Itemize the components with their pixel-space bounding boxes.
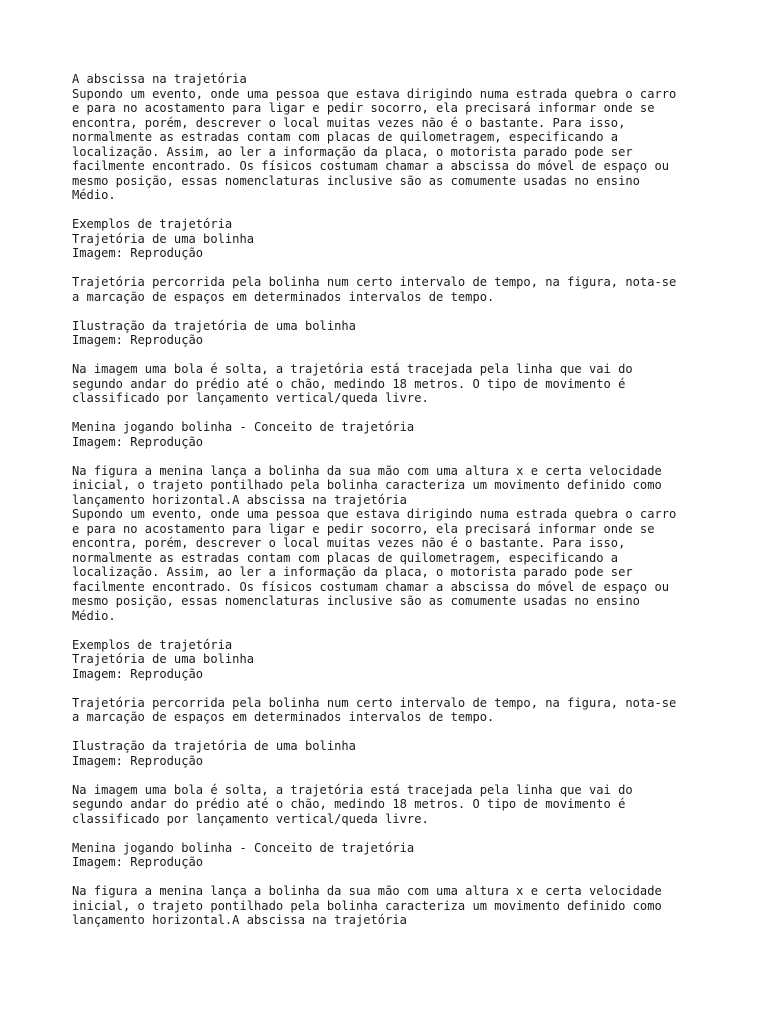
text-line: Imagem: Reprodução [72, 855, 204, 869]
text-line: Ilustração da trajetória de uma bolinha [72, 739, 356, 753]
text-line: lançamento horizontal.A abscissa na trajetória [72, 492, 407, 507]
text-line: Imagem: Reprodução [72, 333, 204, 347]
text-line: Médio. [72, 608, 116, 623]
paragraph [72, 783, 712, 827]
text-line: encontra, porém, descrever o local muitas vezes não é o bastante. Para isso, [72, 536, 626, 550]
text-line: a marcação de espaços em determinados intervalos de tempo. [72, 289, 495, 304]
text-line: Imagem: Reprodução [72, 666, 204, 681]
text-line: Supondo um evento, onde uma pessoa que estava dirigindo numa estrada quebra o carro [72, 507, 677, 521]
text-line: Médio. [72, 188, 116, 202]
paragraph [72, 72, 712, 203]
text-line: Exemplos de trajetória [72, 637, 233, 652]
text-line: normalmente as estradas contam com placas de quilometragem, especificando a [72, 130, 619, 144]
document-page [72, 72, 712, 942]
text-line: Supondo um evento, onde uma pessoa que estava dirigindo numa estrada quebra o carro [72, 86, 677, 101]
text-line: Imagem: Reprodução [72, 434, 204, 449]
text-line: encontra, porém, descrever o local muitas vezes não é o bastante. Para isso, [72, 115, 626, 130]
text-line: Menina jogando bolinha - Conceito de trajetória [72, 840, 415, 855]
text-line: normalmente as estradas contam com placas de quilometragem, especificando a [72, 550, 619, 565]
text-line: Exemplos de trajetória [72, 217, 233, 231]
text-line: Trajetória percorrida pela bolinha num certo intervalo de tempo, na figura, nota-se [72, 695, 677, 710]
text-line: Menina jogando bolinha - Conceito de trajetória [72, 420, 415, 434]
paragraph [72, 464, 712, 624]
text-line: localização. Assim, ao ler a informação da placa, o motorista parado pode ser [72, 144, 633, 159]
text-line: Ilustração da trajetória de uma bolinha [72, 318, 356, 333]
text-line: Imagem: Reprodução [72, 246, 204, 260]
text-line: lançamento horizontal.A abscissa na trajetória [72, 913, 407, 927]
paragraph [72, 420, 712, 449]
paragraph [72, 217, 712, 261]
paragraph [72, 841, 712, 870]
text-line: A abscissa na trajetória [72, 72, 247, 86]
paragraph [72, 696, 712, 725]
text-line: a marcação de espaços em determinados intervalos de tempo. [72, 710, 495, 724]
text-line: Imagem: Reprodução [72, 753, 204, 768]
text-line: mesmo posição, essas nomenclaturas inclusive são as comumente usadas no ensino [72, 173, 640, 188]
text-line: Na figura a menina lança a bolinha da sua mão com uma altura x e certa velocidade [72, 884, 662, 898]
paragraph [72, 739, 712, 768]
paragraph [72, 319, 712, 348]
text-line: mesmo posição, essas nomenclaturas inclusive são as comumente usadas no ensino [72, 594, 640, 608]
text-line: classificado por lançamento vertical/queda livre. [72, 391, 429, 405]
text-line: classificado por lançamento vertical/queda livre. [72, 811, 429, 826]
text-line: inicial, o trajeto pontilhado pela bolinha caracteriza um movimento definido como [72, 898, 662, 913]
text-line: e para no acostamento para ligar e pedir socorro, ela precisará informar onde se [72, 521, 655, 536]
text-line: Na imagem uma bola é solta, a trajetória está tracejada pela linha que vai do [72, 362, 633, 376]
text-line: facilmente encontrado. Os físicos costumam chamar a abscissa do móvel de espaço ou [72, 579, 670, 594]
text-line: inicial, o trajeto pontilhado pela bolinha caracteriza um movimento definido como [72, 478, 662, 492]
paragraph [72, 638, 712, 682]
text-line: facilmente encontrado. Os físicos costumam chamar a abscissa do móvel de espaço ou [72, 159, 670, 173]
paragraph [72, 275, 712, 304]
text-line: localização. Assim, ao ler a informação da placa, o motorista parado pode ser [72, 565, 633, 579]
text-line: Na imagem uma bola é solta, a trajetória está tracejada pela linha que vai do [72, 782, 633, 797]
text-line: e para no acostamento para ligar e pedir socorro, ela precisará informar onde se [72, 101, 655, 115]
text-line: Trajetória de uma bolinha [72, 652, 255, 666]
text-line: segundo andar do prédio até o chão, medindo 18 metros. O tipo de movimento é [72, 376, 626, 391]
text-line: Trajetória percorrida pela bolinha num certo intervalo de tempo, na figura, nota-se [72, 275, 677, 289]
paragraph [72, 362, 712, 406]
text-line: Trajetória de uma bolinha [72, 231, 255, 246]
text-line: segundo andar do prédio até o chão, medindo 18 metros. O tipo de movimento é [72, 797, 626, 811]
paragraph [72, 884, 712, 928]
text-line: Na figura a menina lança a bolinha da sua mão com uma altura x e certa velocidade [72, 463, 662, 478]
